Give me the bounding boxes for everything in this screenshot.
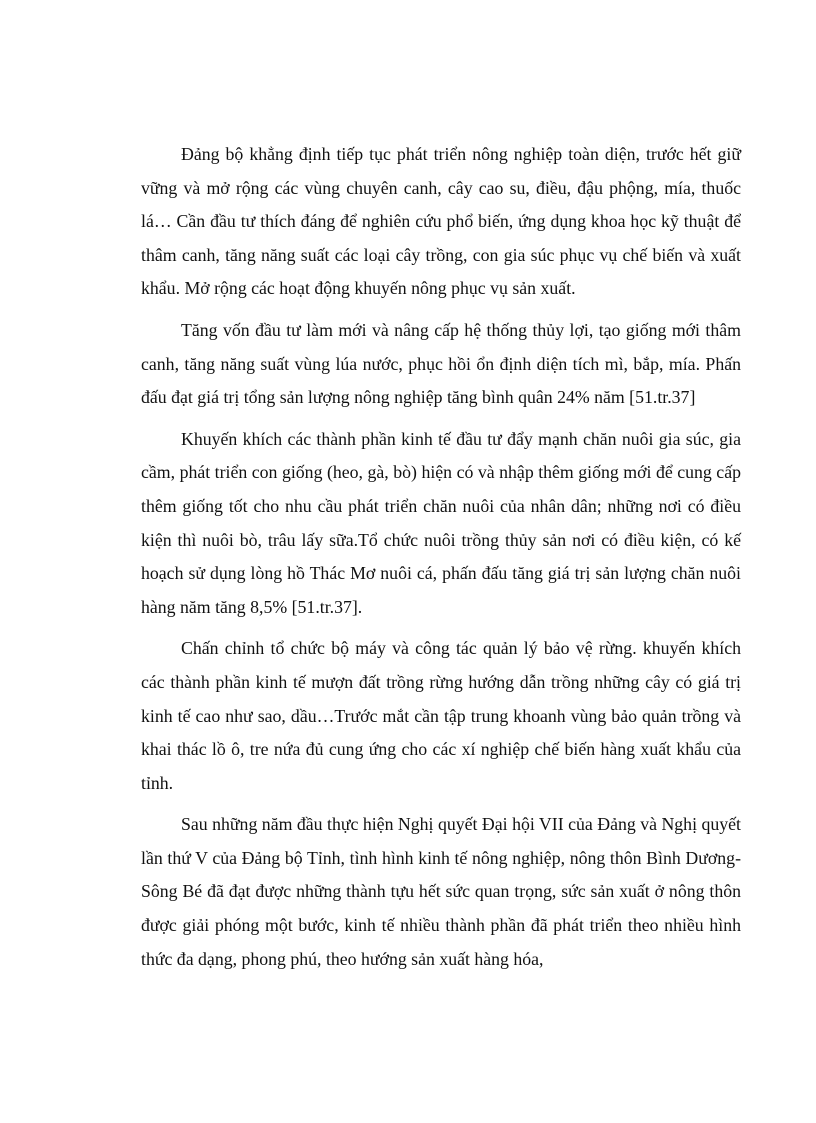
paragraph-2: Tăng vốn đầu tư làm mới và nâng cấp hệ thống thủy lợi, tạo giống mới thâm canh, tăng năng suất vùng lúa nước, phục hồi ổn định diện tích mì, bắp, mía. Phấn đấu đạt giá trị tổng sản lượng nông nghiệp tăng bình quân 24% năm [51.tr.37] [141,319,741,408]
body-text [141,138,741,984]
paragraph-4: Chấn chỉnh tổ chức bộ máy và công tác quản lý bảo vệ rừng. khuyến khích các thành phần kinh tế mượn đất trồng rừng hướng dẫn trồng những cây có giá trị kinh tế cao như sao, dầu…Trước mắt cần tập trung khoanh vùng bảo quản trồng và khai thác lồ ô, tre nứa đủ cung ứng cho các xí nghiệp chế biến hàng xuất khẩu của tỉnh. [141,638,741,793]
paragraph-1: Đảng bộ khẳng định tiếp tục phát triển nông nghiệp toàn diện, trước hết giữ vững và mở rộng các vùng chuyên canh, cây cao su, điều, đậu phộng, mía, thuốc lá… Cần đầu tư thích đáng để nghiên cứu phổ biến, ứng dụng khoa học kỹ thuật để thâm canh, tăng năng suất các loại cây trồng, con gia súc phục vụ chế biến và xuất khẩu. Mở rộng các hoạt động khuyến nông phục vụ sản xuất. [141,144,741,299]
paragraph-3: Khuyến khích các thành phần kinh tế đầu tư đẩy mạnh chăn nuôi gia súc, gia cầm, phát triển con giống (heo, gà, bò) hiện có và nhập thêm giống mới để cung cấp thêm giống tốt cho nhu cầu phát triển chăn nuôi của nhân dân; những nơi có điều kiện thì nuôi bò, trâu lấy sữa.Tổ chức nuôi trồng thủy sản nơi có điều kiện, có kế hoạch sử dụng lòng hồ Thác Mơ nuôi cá, phấn đấu tăng giá trị sản lượng chăn nuôi hàng năm tăng 8,5% [51.tr.37]. [141,428,741,617]
paragraph-5: Sau những năm đầu thực hiện Nghị quyết Đại hội VII của Đảng và Nghị quyết lần thứ V của Đảng bộ Tỉnh, tình hình kinh tế nông nghiệp, nông thôn Bình Dương- Sông Bé đã đạt được những thành tựu hết sức quan trọng, sức sản xuất ở nông thôn được giải phóng một bước, kinh tế nhiều thành phần đã phát triển theo nhiều hình thức đa dạng, phong phú, theo hướng sản xuất hàng hóa, [141,814,741,969]
